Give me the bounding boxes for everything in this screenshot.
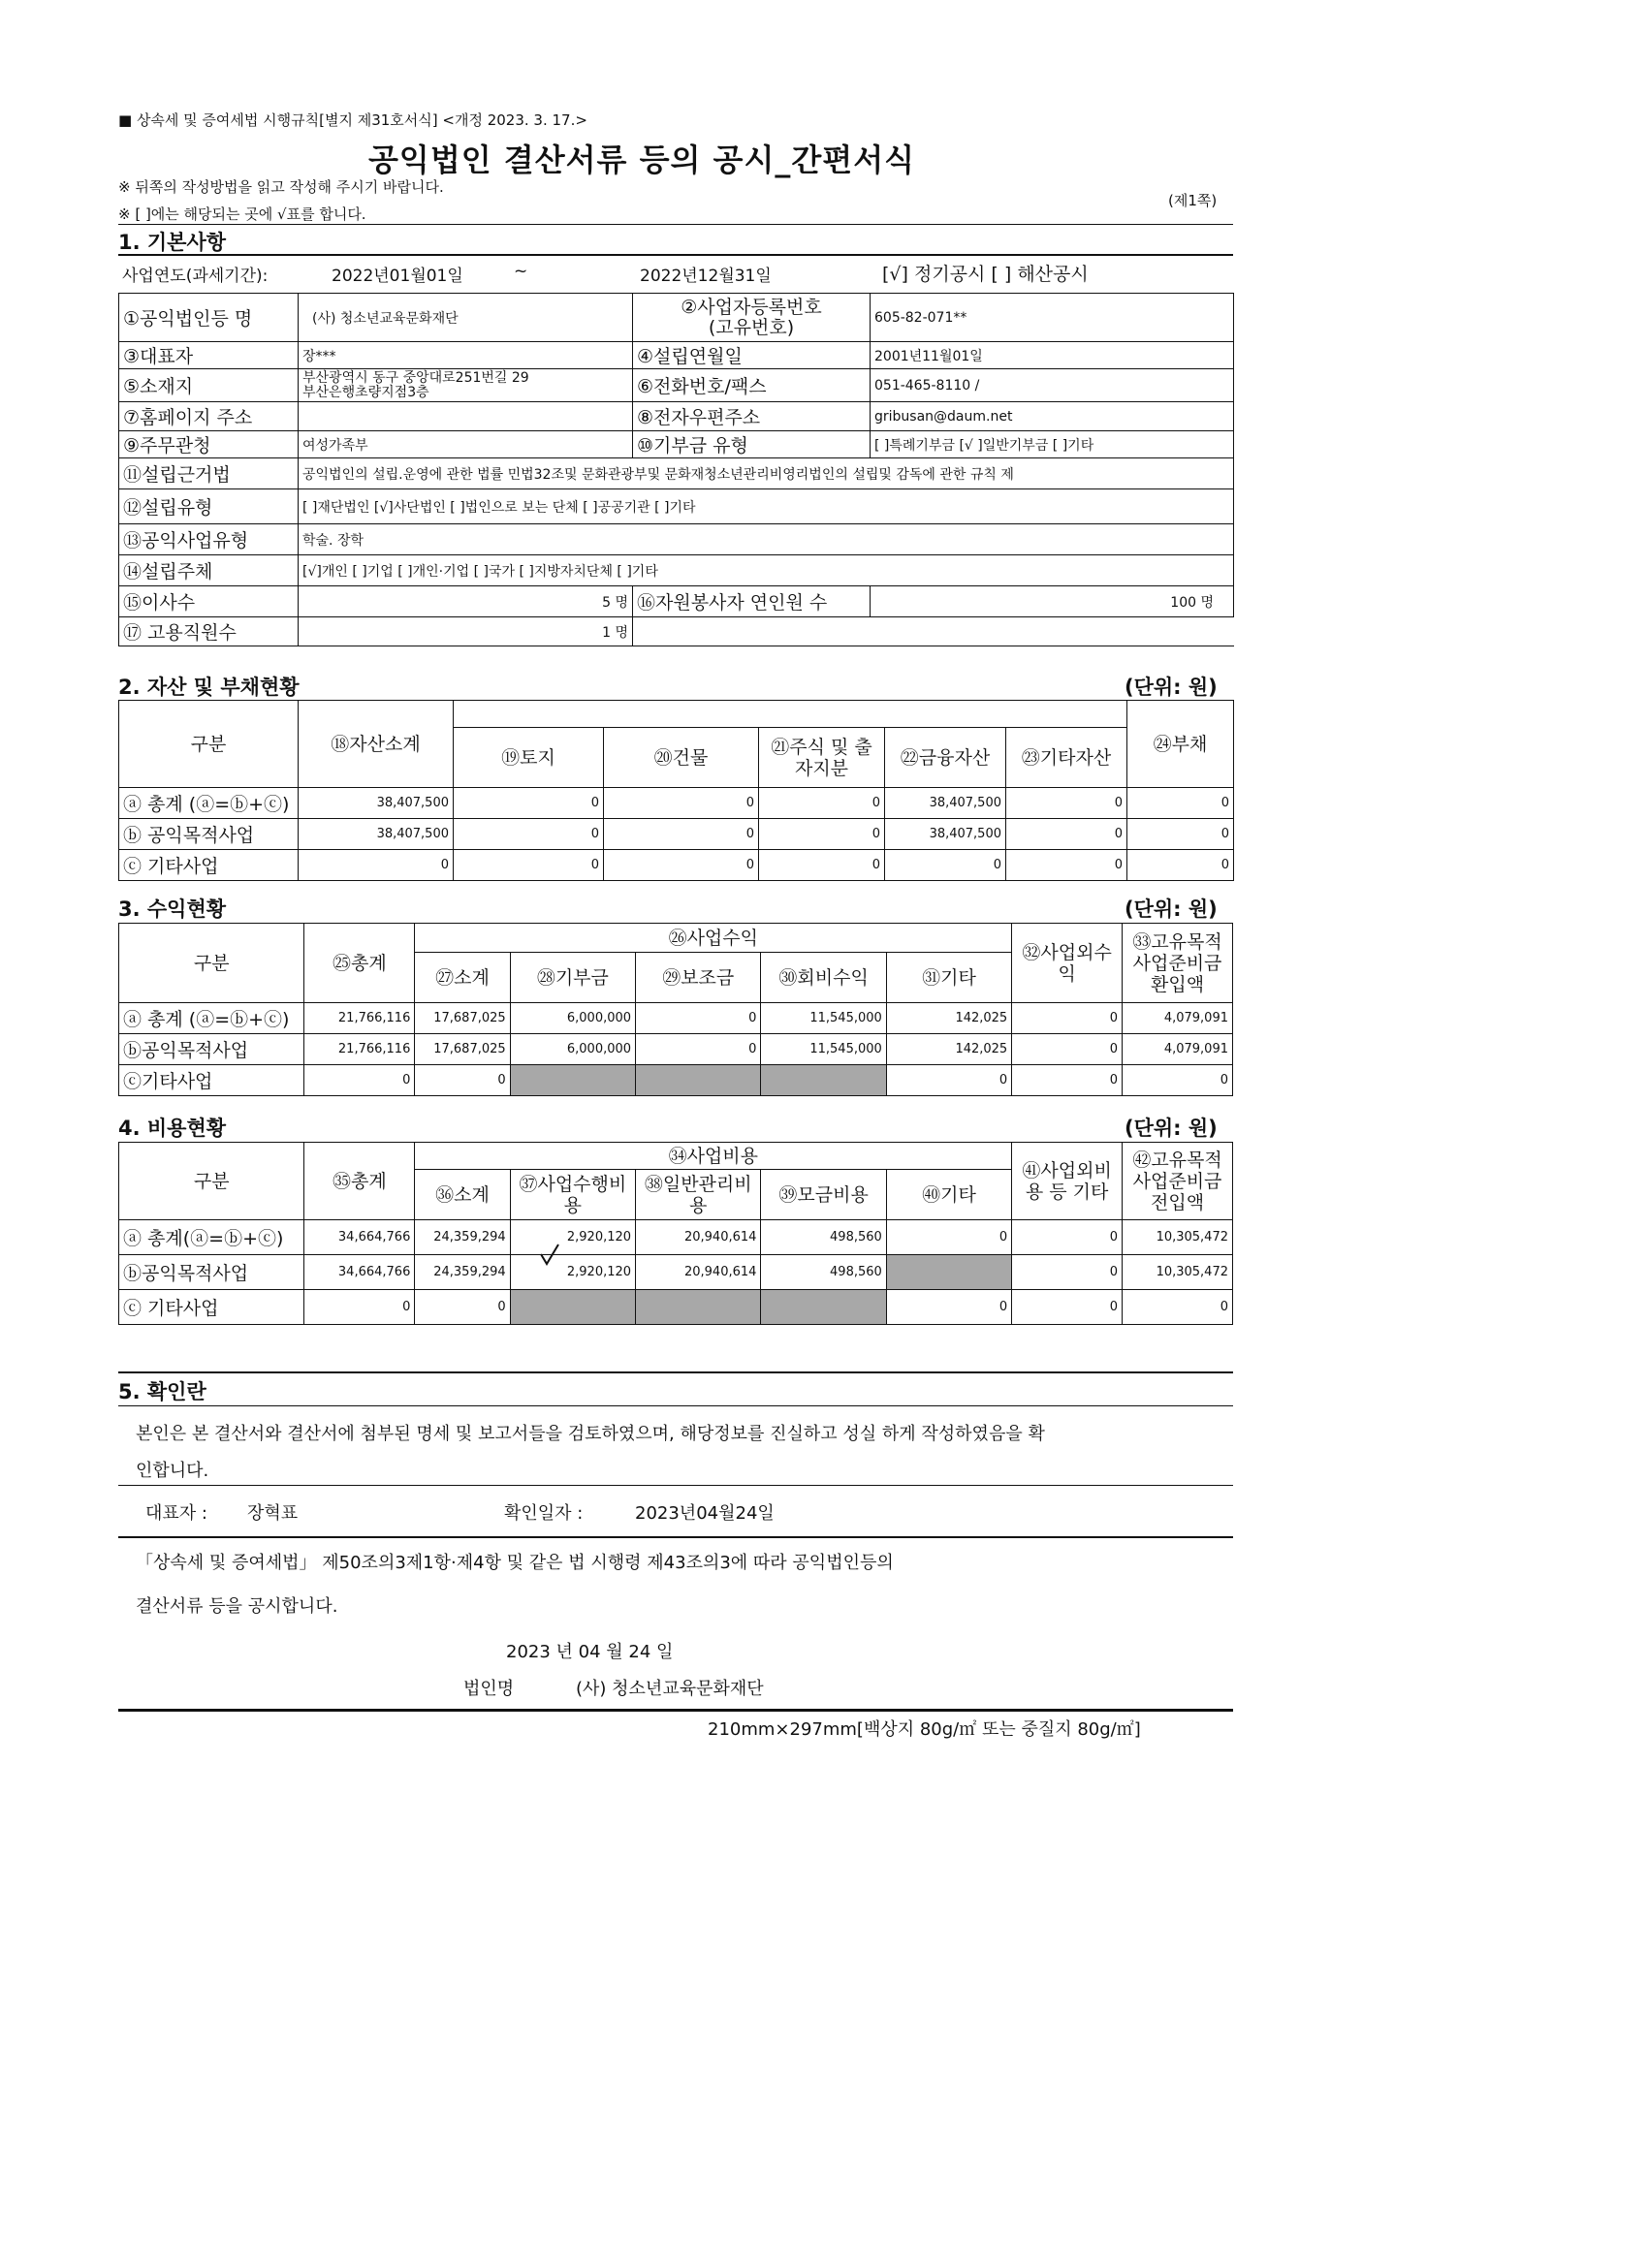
instruction-note: ※ 뒤쪽의 작성방법을 읽고 작성해 주시기 바랍니다. [118,178,444,196]
cell: 0 [1006,850,1127,881]
col-total: ㉕총계 [304,924,415,1003]
col-category: 구분 [119,1143,304,1220]
basic-info-table [118,293,1234,646]
label-address: ⑤소재지 [119,369,299,402]
divider [118,1405,1233,1406]
label-found-date: ④설립연월일 [633,342,871,369]
cell: 21,766,116 [304,1003,415,1034]
cell-shaded [510,1065,635,1096]
row-label: ⓐ 총계 (ⓐ=ⓑ+ⓒ) [119,1003,304,1034]
cell-shaded [510,1290,635,1325]
cell: 0 [1012,1034,1123,1065]
cell: 0 [1127,788,1234,819]
value-address: 부산광역시 동구 중앙대로251번길 29 부산은행초량지점3층 [299,369,633,402]
cell: 0 [415,1290,510,1325]
value-found-date: 2001년11월01일 [871,342,1234,369]
rep-name: 장혁표 [247,1503,299,1524]
label-employees: ⑰ 고용직원수 [119,617,299,646]
cell: 0 [1123,1290,1233,1325]
label-authority: ⑨주무관청 [119,431,299,458]
cell: 10,305,472 [1123,1255,1233,1290]
label-founder: ⑭설립주체 [119,555,299,586]
cell: 0 [454,788,604,819]
cell: 0 [1012,1220,1123,1255]
row-label: ⓑ공익목적사업 [119,1034,304,1065]
value-volunteers: 100 명 [871,586,1234,617]
col-performance-cost: ㊲사업수행비용 [510,1170,635,1220]
value-corp-name: (사) 청소년교육문화재단 [299,294,633,342]
disclosure-type: [√] 정기공시 [ ] 해산공시 [882,264,1089,285]
value-biz-type: 학술. 장학 [299,524,1234,555]
table-row [119,617,1234,646]
value-representative: 장*** [299,342,633,369]
period-label: 사업연도(과세기간): [122,267,269,286]
label-directors: ⑮이사수 [119,586,299,617]
cell: 0 [1006,788,1127,819]
expense-unit: (단위: 원) [1125,1117,1218,1140]
table-row [119,1290,1233,1325]
cell: 0 [454,819,604,850]
table-row [119,1003,1233,1034]
section-confirm-title: 5. 확인란 [118,1380,206,1403]
value-phone-fax: 051-465-8110 / [871,369,1234,402]
col-other-assets: ㉓기타자산 [1006,728,1127,788]
cell: 6,000,000 [510,1003,635,1034]
table-row [119,850,1234,881]
row-label: ⓑ 공익목적사업 [119,819,299,850]
row-label: ⓒ 기타사업 [119,1290,304,1325]
cell-shaded [636,1290,761,1325]
label-found-type: ⑫설립유형 [119,489,299,524]
table-row [119,431,1234,458]
cell: 0 [885,850,1006,881]
table-row [119,1220,1233,1255]
section-basic-title: 1. 기본사항 [118,231,227,254]
cell: 0 [1012,1290,1123,1325]
cell: 0 [636,1003,761,1034]
label-representative: ③대표자 [119,342,299,369]
section-revenue-title: 3. 수익현황 [118,898,227,921]
value-homepage [299,402,633,431]
cell: 0 [454,850,604,881]
cell: 11,545,000 [761,1003,886,1034]
label-biz-number: ②사업자등록번호 (고유번호) [633,294,871,342]
cell: 0 [1127,819,1234,850]
period-tilde: ~ [514,262,528,281]
divider [118,1536,1233,1538]
checkbox-note: ※ [ ]에는 해당되는 곳에 √표를 합니다. [118,205,366,223]
cell: 0 [1012,1255,1123,1290]
label-biz-type: ⑬공익사업유형 [119,524,299,555]
cell: 0 [604,788,759,819]
cell: 17,687,025 [415,1034,510,1065]
col-membership: ㉚회비수익 [761,953,886,1003]
cell: 38,407,500 [299,788,454,819]
value-legal-basis: 공익법인의 설립.운영에 관한 법률 민법32조및 문화관광부및 문화재청소년관리비영리법인의 설립및 감독에 관한 규칙 제 [299,458,1234,489]
cell: 0 [1012,1003,1123,1034]
cell: 0 [304,1290,415,1325]
cell: 142,025 [886,1034,1011,1065]
cell-shaded [886,1255,1011,1290]
cell: 0 [1006,819,1127,850]
col-stock: ㉑주식 및 출자지분 [759,728,885,788]
row-label: ⓐ 총계 (ⓐ=ⓑ+ⓒ) [119,788,299,819]
cell: 34,664,766 [304,1255,415,1290]
label-volunteers: ⑯자원봉사자 연인원 수 [633,586,871,617]
cell: 20,940,614 [636,1220,761,1255]
cell: 0 [415,1065,510,1096]
legal-statement: 「상속세 및 증여세법」 제50조의3제1항·제4항 및 같은 법 시행령 제43조의3에 따라 공익법인등의 [136,1553,894,1573]
divider [118,224,1233,225]
table-row [119,369,1234,402]
value-biz-number: 605-82-071** [871,294,1234,342]
table-row [119,402,1234,431]
cell: 17,687,025 [415,1003,510,1034]
col-fundraising-cost: ㊴모금비용 [761,1170,886,1220]
value-employees: 1 명 [299,617,633,646]
col-total: ㉟총계 [304,1143,415,1220]
divider [118,1485,1233,1486]
col-category: 구분 [119,701,299,788]
cell: 4,079,091 [1123,1003,1233,1034]
col-reserve-reversal: ㉝고유목적사업준비금환입액 [1123,924,1233,1003]
label-homepage: ⑦홈페이지 주소 [119,402,299,431]
row-label: ⓒ 기타사업 [119,850,299,881]
col-reserve-transfer: ㊷고유목적사업준비금전입액 [1123,1143,1233,1220]
cell: 0 [636,1034,761,1065]
revenue-unit: (단위: 원) [1125,898,1218,921]
divider [118,254,1233,256]
legal-statement-cont: 결산서류 등을 공시합니다. [136,1596,338,1617]
page-title: 공익법인 결산서류 등의 공시_간편서식 [368,142,916,178]
paper-spec: 210mm×297mm[백상지 80g/㎡ 또는 중질지 80g/㎡] [708,1719,1141,1740]
cell: 11,545,000 [761,1034,886,1065]
cell: 24,359,294 [415,1255,510,1290]
col-category: 구분 [119,924,304,1003]
cell: 0 [886,1065,1011,1096]
col-subsidy: ㉙보조금 [636,953,761,1003]
table-row [119,458,1234,489]
col-non-biz-expense: ㊶사업외비용 등 기타 [1012,1143,1123,1220]
section-assets-title: 2. 자산 및 부채현황 [118,676,300,699]
corp-name: (사) 청소년교육문화재단 [576,1679,764,1699]
cell: 2,920,120 [510,1255,635,1290]
col-other: ㉛기타 [886,953,1011,1003]
col-donation: ㉘기부금 [510,953,635,1003]
cell: 2,920,120 [510,1220,635,1255]
table-row [119,819,1234,850]
confirm-date-label: 확인일자 : [504,1503,584,1524]
cell: 498,560 [761,1255,886,1290]
cell: 20,940,614 [636,1255,761,1290]
cell: 142,025 [886,1003,1011,1034]
cell-shaded [761,1065,886,1096]
label-legal-basis: ⑪설립근거법 [119,458,299,489]
confirm-text: 본인은 본 결산서와 결산서에 첨부된 명세 및 보고서들을 검토하였으며, 해당정보를 진실하고 성실 하게 작성하였음을 확 [136,1424,1045,1444]
period-start: 2022년01월01일 [332,267,463,286]
label-phone-fax: ⑥전화번호/팩스 [633,369,871,402]
col-subtotal: ㊱소계 [415,1170,510,1220]
label-email: ⑧전자우편주소 [633,402,871,431]
confirm-date: 2023년04월24일 [635,1503,775,1524]
row-label: ⓐ 총계(ⓐ=ⓑ+ⓒ) [119,1220,304,1255]
row-label: ⓒ기타사업 [119,1065,304,1096]
value-directors: 5 명 [299,586,633,617]
col-land: ⑲토지 [454,728,604,788]
col-non-biz-revenue: ㉜사업외수익 [1012,924,1123,1003]
cell: 0 [304,1065,415,1096]
assets-table [118,700,1234,881]
table-row [119,524,1234,555]
col-group-biz-expense: ㉞사업비용 [415,1143,1012,1170]
disclosure-date: 2023 년 04 월 24 일 [506,1642,674,1662]
cell: 0 [759,819,885,850]
col-other: ㊵기타 [886,1170,1011,1220]
cell: 0 [604,850,759,881]
cell: 498,560 [761,1220,886,1255]
cell: 0 [759,788,885,819]
form-reference: ■ 상속세 및 증여세법 시행규칙[별지 제31호서식] <개정 2023. 3. 17.> [118,111,587,129]
value-authority: 여성가족부 [299,431,633,458]
cell: 6,000,000 [510,1034,635,1065]
table-row [119,489,1234,524]
divider [118,1371,1233,1373]
cell: 0 [886,1290,1011,1325]
col-building: ⑳건물 [604,728,759,788]
expense-table [118,1142,1233,1325]
table-row [119,788,1234,819]
col-financial: ㉒금융자산 [885,728,1006,788]
period-end: 2022년12월31일 [640,267,772,286]
cell: 0 [1127,850,1234,881]
rep-label: 대표자 : [145,1503,207,1524]
value-donation-type: [ ]특례기부금 [√ ]일반기부금 [ ]기타 [871,431,1234,458]
table-row [119,555,1234,586]
cell: 4,079,091 [1123,1034,1233,1065]
col-liabilities: ㉔부채 [1127,701,1234,788]
col-group-biz-revenue: ㉖사업수익 [415,924,1012,953]
assets-unit: (단위: 원) [1125,676,1218,699]
page-number: (제1쪽) [1168,192,1218,209]
corp-name-label: 법인명 [463,1679,515,1699]
table-row [119,586,1234,617]
cell: 0 [759,850,885,881]
cell: 0 [886,1220,1011,1255]
col-asset-total: ⑱자산소계 [299,701,454,788]
cell-shaded [636,1065,761,1096]
col-admin-cost: ㊳일반관리비용 [636,1170,761,1220]
cell: 0 [604,819,759,850]
label-corp-name: ①공익법인등 명 [119,294,299,342]
table-row [119,1034,1233,1065]
cell: 0 [299,850,454,881]
cell: 0 [1123,1065,1233,1096]
table-row [119,342,1234,369]
section-expense-title: 4. 비용현황 [118,1117,227,1140]
cell: 0 [1012,1065,1123,1096]
row-label: ⓑ공익목적사업 [119,1255,304,1290]
value-founder: [√]개인 [ ]기업 [ ]개인·기업 [ ]국가 [ ]지방자치단체 [ ]기타 [299,555,1234,586]
label-donation-type: ⑩기부금 유형 [633,431,871,458]
cell: 38,407,500 [299,819,454,850]
cell: 38,407,500 [885,819,1006,850]
value-email: gribusan@daum.net [871,402,1234,431]
cell: 38,407,500 [885,788,1006,819]
checkmark-icon [539,1243,560,1268]
col-subtotal: ㉗소계 [415,953,510,1003]
cell: 34,664,766 [304,1220,415,1255]
table-row [119,1065,1233,1096]
divider [118,1709,1233,1712]
revenue-table [118,923,1233,1096]
cell: 21,766,116 [304,1034,415,1065]
cell: 10,305,472 [1123,1220,1233,1255]
cell-shaded [761,1290,886,1325]
confirm-text-cont: 인합니다. [136,1461,209,1481]
value-found-type: [ ]재단법인 [√]사단법인 [ ]법인으로 보는 단체 [ ]공공기관 [ ]기타 [299,489,1234,524]
cell: 24,359,294 [415,1220,510,1255]
table-row [119,294,1234,342]
table-row [119,1255,1233,1290]
